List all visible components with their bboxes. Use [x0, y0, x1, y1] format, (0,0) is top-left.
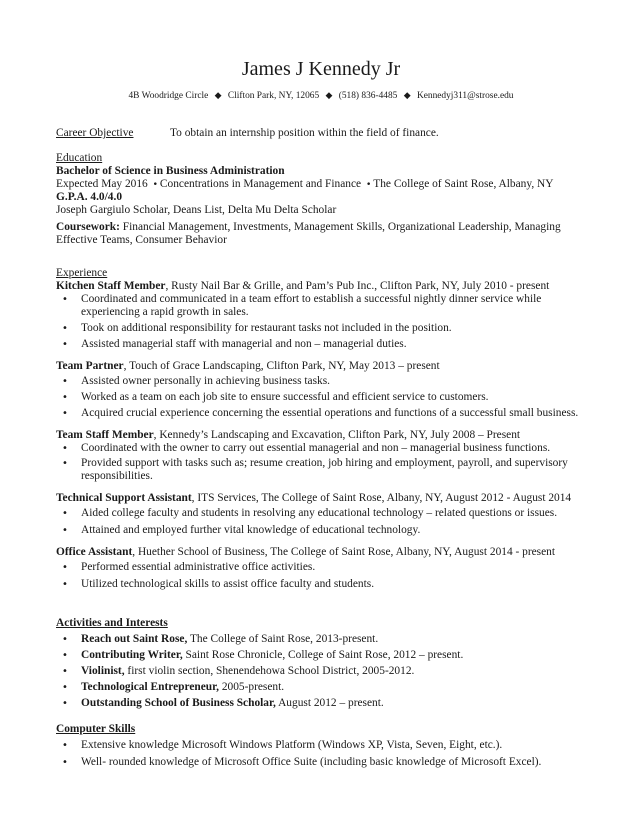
- bullet-icon: •: [62, 650, 68, 661]
- job-title: Office Assistant: [56, 546, 133, 558]
- bullet-icon: •: [365, 180, 372, 190]
- job-details: , Kennedy’s Landscaping and Excavation, Clifton Park, NY, July 2008 – Present: [153, 429, 521, 441]
- list-item: • Technological Entrepreneur, 2005-present.: [62, 681, 285, 693]
- bullet-icon: •: [62, 682, 68, 693]
- bullet-icon: •: [62, 698, 68, 709]
- list-item: • Outstanding School of Business Scholar, August 2012 – present.: [62, 697, 384, 709]
- list-item: • Took on additional responsibility for restaurant tasks not included in the position.: [62, 322, 452, 334]
- coursework-label: Coursework:: [56, 221, 120, 233]
- bullet-icon: •: [62, 458, 68, 469]
- education-heading: Education: [56, 152, 103, 164]
- list-item: • Utilized technological skills to assist office faculty and students.: [62, 578, 375, 590]
- coursework: [56, 221, 596, 234]
- job-entry: [56, 360, 596, 420]
- phone: (518) 836-4485: [338, 91, 398, 101]
- job-entry: [56, 429, 596, 483]
- contact-line: [56, 90, 586, 102]
- bullet-icon: •: [62, 392, 68, 403]
- activities-section: [56, 617, 596, 710]
- coursework-line1: Financial Management, Investments, Management Skills, Organizational Leadership, Managing: [122, 221, 561, 233]
- job-details: , ITS Services, The College of Saint Rose, Albany, NY, August 2012 - August 2014: [191, 492, 572, 504]
- list-item: • Extensive knowledge Microsoft Windows Platform (Windows XP, Vista, Seven, Eight, etc.).: [62, 739, 503, 751]
- honors: Joseph Gargiulo Scholar, Deans List, Delta Mu Delta Scholar: [56, 204, 337, 216]
- objective-label: Career Objective: [56, 127, 134, 139]
- activities-heading: Activities and Interests: [56, 617, 168, 629]
- bullet-icon: •: [62, 323, 68, 334]
- list-item: • Worked as a team on each job site to ensure successful and efficient service to customers.: [62, 391, 489, 403]
- coursework-line2: Effective Teams, Consumer Behavior: [56, 234, 227, 246]
- job-entry: [56, 546, 596, 591]
- education-details: [56, 178, 596, 191]
- bullet-icon: •: [62, 508, 68, 519]
- job-title: Team Staff Member: [56, 429, 154, 441]
- expected-date: Expected May 2016: [56, 178, 148, 190]
- list-item: • Assisted owner personally in achieving business tasks.: [62, 375, 330, 387]
- experience-section: [56, 267, 596, 591]
- list-item: • Contributing Writer, Saint Rose Chronicle, College of Saint Rose, 2012 – present.: [62, 649, 464, 661]
- bullet-icon: •: [62, 634, 68, 645]
- email: Kennedyj311@strose.edu: [416, 91, 514, 101]
- address: 4B Woodridge Circle: [128, 91, 209, 101]
- bullet-icon: •: [62, 666, 68, 677]
- skills-heading: Computer Skills: [56, 723, 136, 735]
- job-details: , Rusty Nail Bar & Grille, and Pam’s Pub Inc., Clifton Park, NY, July 2010 - present: [165, 280, 550, 292]
- list-item: • Acquired crucial experience concerning the essential operations and functions of a successful small business.: [62, 407, 579, 419]
- bullet-icon: •: [62, 339, 68, 350]
- list-item: • Coordinated with the owner to carry out essential managerial and non – managerial business functions.: [62, 442, 551, 454]
- city: Clifton Park, NY, 12065: [227, 91, 320, 101]
- experience-heading: Experience: [56, 267, 108, 279]
- bullet-icon: •: [62, 579, 68, 590]
- bullet-icon: •: [62, 525, 68, 536]
- bullet-icon: •: [62, 294, 68, 305]
- degree: Bachelor of Science in Business Administration: [56, 165, 285, 177]
- bullet-icon: •: [62, 740, 68, 751]
- job-details: , Huether School of Business, The College of Saint Rose, Albany, NY, August 2014 - present: [132, 546, 556, 558]
- diamond-icon: ◆: [214, 91, 222, 101]
- skills-section: [56, 723, 596, 769]
- list-item: • Attained and employed further vital knowledge of educational technology.: [62, 524, 421, 536]
- bullet-icon: •: [152, 180, 158, 190]
- list-item: • Assisted managerial staff with managerial and non – managerial duties.: [62, 338, 407, 350]
- objective-text: To obtain an internship position within the field of finance.: [170, 127, 439, 139]
- list-item: • Provided support with tasks such as; resume creation, job hiring and employment, payroll, and supervisory responsibilities.: [62, 457, 568, 482]
- list-item: • Violinist, first violin section, Shenendehowa School District, 2005-2012.: [62, 665, 415, 677]
- list-item: • Well- rounded knowledge of Microsoft Office Suite (including basic knowledge of Microsoft Excel).: [62, 756, 542, 768]
- school: The College of Saint Rose, Albany, NY: [373, 178, 554, 190]
- job-title: Team Partner: [56, 360, 124, 372]
- resume-name: James J Kennedy Jr: [241, 58, 401, 80]
- job-title: Technical Support Assistant: [56, 492, 192, 504]
- diamond-icon: ◆: [403, 91, 411, 101]
- bullet-icon: •: [62, 376, 68, 387]
- bullet-icon: •: [62, 562, 68, 573]
- concentrations: Concentrations in Management and Finance: [159, 178, 362, 190]
- list-item: • Reach out Saint Rose, The College of Saint Rose, 2013-present.: [62, 633, 379, 645]
- job-title: Kitchen Staff Member: [56, 280, 166, 292]
- job-details: , Touch of Grace Landscaping, Clifton Park, NY, May 2013 – present: [123, 360, 440, 372]
- job-entry: [56, 492, 596, 537]
- career-objective: [56, 127, 586, 140]
- list-item: • Aided college faculty and students in resolving any educational technology – related questions or issues.: [62, 507, 558, 519]
- job-entry: [56, 280, 596, 351]
- education-section: [56, 152, 596, 247]
- gpa: G.P.A. 4.0/4.0: [56, 191, 123, 203]
- bullet-icon: •: [62, 443, 68, 454]
- list-item: • Coordinated and communicated in a team effort to establish a successful nightly dinner service while experiencing a rapid growth in sales.: [62, 293, 542, 318]
- diamond-icon: ◆: [325, 91, 333, 101]
- bullet-icon: •: [62, 408, 68, 419]
- list-item: • Performed essential administrative office activities.: [62, 561, 316, 573]
- bullet-icon: •: [62, 757, 68, 768]
